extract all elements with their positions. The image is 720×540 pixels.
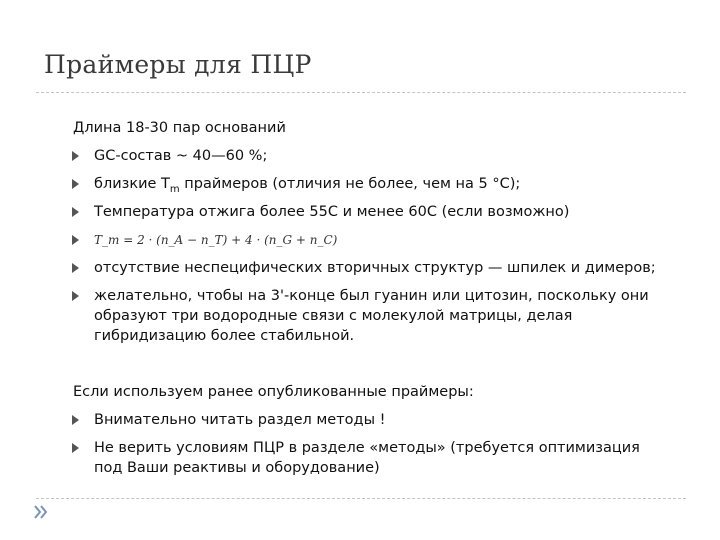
tm-suffix: праймеров (отличия не более, чем на 5 °C);: [179, 176, 521, 192]
list-item: [72, 410, 672, 430]
list-item-text: отсутствие неспецифических вторичных структур — шпилек и димеров;: [94, 260, 656, 276]
list-item: [72, 258, 672, 278]
triangle-bullet-icon: [72, 235, 79, 245]
slide-title: Праймеры для ПЦР: [44, 50, 312, 79]
list-item-text: Внимательно читать раздел методы !: [94, 412, 386, 428]
list-item: [72, 286, 672, 346]
list-item-text: Не верить условиям ПЦР в разделе «методы» (требуется оптимизация под Ваши реактивы и оборудование): [94, 440, 640, 476]
list-item-text: желательно, чтобы на 3'-конце был гуанин или цитозин, поскольку они образуют три водородные связи с молекулой матрицы, делая гибридизацию более стабильной.: [94, 288, 649, 344]
next-slide-button[interactable]: [33, 504, 49, 524]
list-item: [72, 146, 672, 166]
title-divider: [36, 92, 686, 93]
tm-prefix: близкие T: [94, 176, 170, 192]
triangle-bullet-icon: [72, 415, 79, 425]
triangle-bullet-icon: [72, 263, 79, 273]
melting-temperature-formula: T_m = 2 · (n_A − n_T) + 4 · (n_G + n_C): [94, 233, 338, 247]
list-item: [72, 174, 672, 200]
section-heading: Если используем ранее опубликованные праймеры:: [73, 384, 474, 400]
triangle-bullet-icon: [72, 179, 79, 189]
list-item: [72, 230, 672, 250]
list-item-text: Температура отжига более 55С и менее 60С (если возможно): [94, 204, 570, 220]
triangle-bullet-icon: [72, 291, 79, 301]
intro-text: Длина 18-30 пар оснований: [73, 120, 286, 136]
triangle-bullet-icon: [72, 443, 79, 453]
footer-divider: [36, 498, 686, 499]
list-item: [72, 202, 672, 222]
list-item-text: [94, 174, 672, 200]
double-chevron-right-icon: [33, 504, 49, 520]
triangle-bullet-icon: [72, 151, 79, 161]
list-item: [72, 438, 672, 478]
triangle-bullet-icon: [72, 207, 79, 217]
tm-subscript: m: [169, 183, 180, 195]
list-item-text: GC-состав ~ 40—60 %;: [94, 148, 268, 164]
